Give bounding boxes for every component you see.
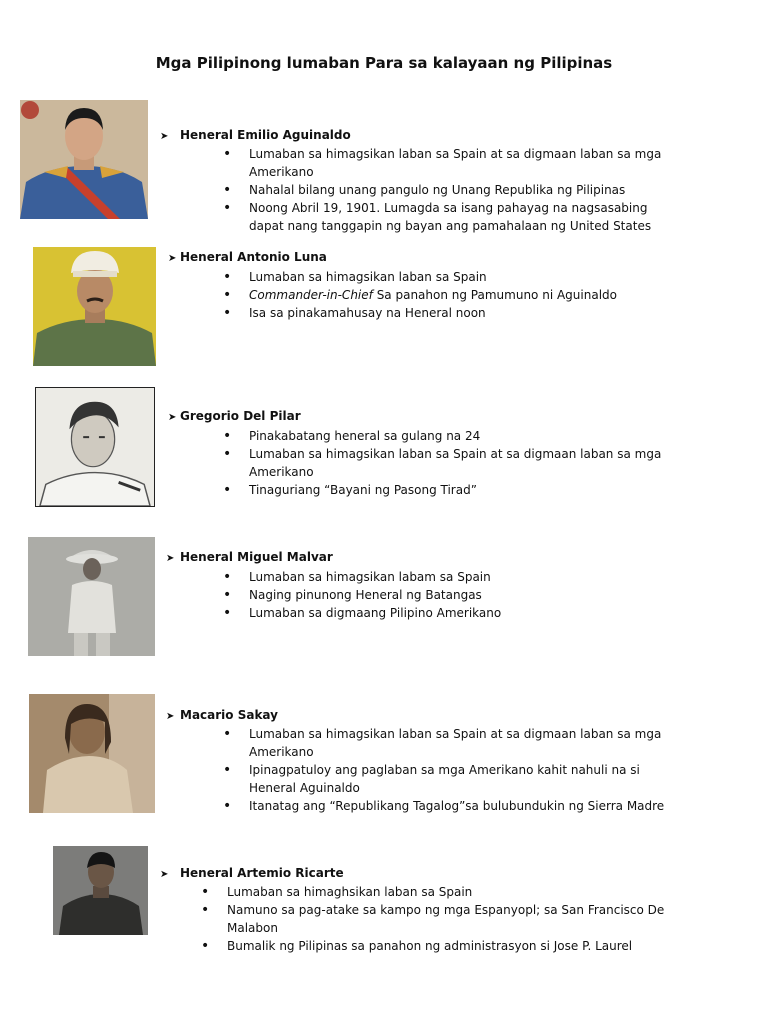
heading-ricarte bbox=[160, 866, 344, 880]
list-item: • Bumalik ng Pilipinas sa panahon ng administrasyon si Jose P. Laurel bbox=[201, 937, 681, 955]
heading-text: Gregorio Del Pilar bbox=[180, 409, 301, 423]
portrait-del-pilar bbox=[35, 387, 155, 507]
arrowhead-right-icon: ➤ bbox=[168, 253, 177, 264]
heading-del-pilar bbox=[168, 409, 301, 423]
arrowhead-right-icon: ➤ bbox=[168, 412, 177, 423]
list-item: • Itanatag ang “Republikang Tagalog”sa bulubundukin ng Sierra Madre bbox=[223, 797, 673, 815]
list-item: • Isa sa pinakamahusay na Heneral noon bbox=[223, 304, 673, 322]
portrait-luna bbox=[33, 247, 156, 366]
portrait-sakay bbox=[29, 694, 155, 813]
page-title: Mga Pilipinong lumaban Para sa kalayaan ng Pilipinas bbox=[155, 54, 613, 72]
heading-text: Heneral Artemio Ricarte bbox=[180, 866, 344, 880]
list-item: • Lumaban sa himagsikan laban sa Spain at sa digmaan laban sa mga Amerikano bbox=[223, 725, 673, 761]
list-item: • Lumaban sa himaghsikan laban sa Spain bbox=[201, 883, 681, 901]
heading-text: Macario Sakay bbox=[180, 708, 278, 722]
arrowhead-right-icon: ➤ bbox=[166, 553, 175, 564]
arrowhead-right-icon: ➤ bbox=[160, 869, 169, 880]
points-sakay bbox=[223, 725, 673, 815]
heading-malvar bbox=[166, 550, 333, 564]
points-luna bbox=[223, 268, 673, 322]
list-item: • Nahalal bilang unang pangulo ng Unang Republika ng Pilipinas bbox=[223, 181, 673, 199]
list-item: • Naging pinunong Heneral ng Batangas bbox=[223, 586, 673, 604]
list-item-text: Sa panahon ng Pamumuno ni Aguinaldo bbox=[372, 288, 617, 302]
emphasis-text: Commander-in-Chief bbox=[249, 288, 373, 302]
list-item: • Lumaban sa himagsikan laban sa Spain bbox=[223, 268, 673, 286]
list-item: • Lumaban sa himagsikan labam sa Spain bbox=[223, 568, 673, 586]
heading-sakay bbox=[166, 708, 278, 722]
list-item: • Namuno sa pag-atake sa kampo ng mga Espanyopl; sa San Francisco De Malabon bbox=[201, 901, 681, 937]
arrowhead-right-icon: ➤ bbox=[160, 131, 169, 142]
heading-text: Heneral Emilio Aguinaldo bbox=[180, 128, 351, 142]
heading-luna bbox=[168, 250, 327, 264]
list-item: • Noong Abril 19, 1901. Lumagda sa isang pahayag na nagsasabing dapat nang tanggapin ng bayan ang pamahalaan ng United States bbox=[223, 199, 673, 235]
points-aguinaldo bbox=[223, 145, 673, 235]
portrait-aguinaldo bbox=[20, 100, 148, 219]
heading-text: Heneral Antonio Luna bbox=[180, 250, 327, 264]
portrait-malvar bbox=[28, 537, 155, 656]
list-item bbox=[223, 286, 673, 304]
list-item: • Lumaban sa himagsikan laban sa Spain at sa digmaan laban sa mga Amerikano bbox=[223, 145, 673, 181]
heading-text: Heneral Miguel Malvar bbox=[180, 550, 333, 564]
points-malvar bbox=[223, 568, 673, 622]
points-ricarte bbox=[201, 883, 681, 955]
portrait-ricarte bbox=[53, 846, 148, 935]
list-item: • Ipinagpatuloy ang paglaban sa mga Amerikano kahit nahuli na si Heneral Aguinaldo bbox=[223, 761, 673, 797]
list-item: • Tinaguriang “Bayani ng Pasong Tirad” bbox=[223, 481, 673, 499]
list-item: • Lumaban sa himagsikan laban sa Spain at sa digmaan laban sa mga Amerikano bbox=[223, 445, 673, 481]
points-del-pilar bbox=[223, 427, 673, 499]
list-item: • Pinakabatang heneral sa gulang na 24 bbox=[223, 427, 673, 445]
heading-aguinaldo bbox=[160, 128, 351, 142]
list-item: • Lumaban sa digmaang Pilipino Amerikano bbox=[223, 604, 673, 622]
arrowhead-right-icon: ➤ bbox=[166, 711, 175, 722]
